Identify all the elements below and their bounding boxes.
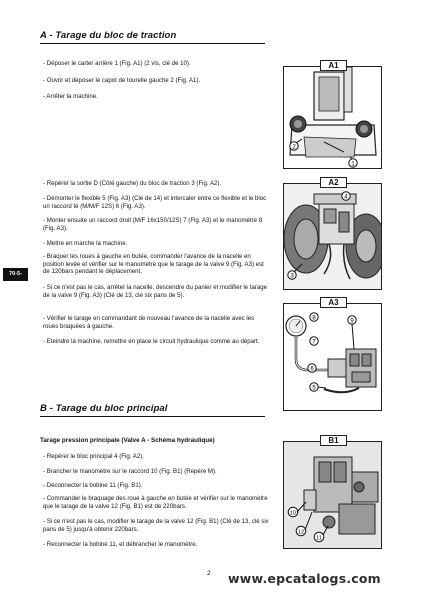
figure-a3-drawing [284, 304, 381, 410]
list-item: - Reconnecter la bobine 11, et débrancher le manomètre. [43, 541, 198, 548]
figure-a2 [283, 183, 382, 290]
callout-a1-1-label: 1 [351, 161, 355, 168]
figure-a1-label: A1 [320, 60, 347, 71]
figure-a3 [283, 303, 382, 411]
figure-a1-drawing [284, 67, 381, 168]
figure-a3-label: A3 [320, 297, 347, 308]
callout-a3-8-label: 8 [312, 315, 316, 322]
list-item: - Brancher le manomètre sur le raccord 10 (Fig. B1) (Repère M). [43, 468, 217, 475]
figure-b1-label: B1 [320, 435, 347, 446]
list-item: - Braquer les roues à gauche en butée, commander l'avance de la nacelle en position levée et vérifier sur le manomètre que le tarage de la valve 9 (Fig. A3) est de 120bars pendant le déplacement. [43, 253, 264, 276]
list-item: - Monter ensuite un raccord droit (M/F 16x150/12S) 7 (Fig. A3) et le manomètre 8 (Fig. A3). [43, 217, 263, 232]
callout-a3-9-label: 9 [350, 318, 354, 325]
figure-b1 [283, 441, 382, 549]
page-number: 2 [207, 570, 211, 577]
figure-a2-label: A2 [320, 177, 347, 188]
callout-b1-12-label: 12 [297, 529, 305, 536]
list-item: - Arrêter la machine. [43, 93, 98, 100]
list-item: - Démonter le flexible 5 (Fig. A3) (Clé de 14) et intercaler entre ce flexible et le bloc un raccord té (M/M/F 12S) 6 (Fig. A3). [43, 195, 267, 210]
list-item: - Déposer le carter arrière 1 (Fig. A1) (2 vis, clé de 10). [43, 60, 191, 67]
side-tab: 70-5-M.85 [3, 268, 28, 281]
figure-a1 [283, 66, 382, 169]
callout-a3-7-label: 7 [312, 339, 316, 346]
section-b-subheading: Tarage pression principale (Valve A - Schéma hydraulique) [40, 437, 215, 444]
section-b-title: B - Tarage du bloc principal [40, 403, 265, 417]
callout-a1-2-label: 2 [292, 144, 296, 151]
list-item: - Vérifier le tarage en commandant de nouveau l'avance de la nacelle avec les roues braquées à gauche. [43, 315, 255, 330]
list-item: - Déconnecter la bobine 11 (Fig. B1). [43, 482, 143, 489]
callout-b1-11-label: 11 [316, 535, 322, 542]
list-item: - Repérer la sortie D (Côté gauche) du bloc de traction 3 (Fig. A2). [43, 180, 222, 187]
figure-a2-drawing [284, 184, 381, 289]
callout-a3-5-label: 5 [312, 385, 316, 392]
list-item: - Mettre en marche la machine. [43, 240, 128, 247]
callout-a2-4-label: 4 [344, 194, 348, 201]
callout-a3-6-label: 6 [310, 366, 314, 373]
section-a-title: A - Tarage du bloc de traction [40, 30, 265, 44]
list-item: - Commander le braquage des roue à gauche en butée et vérifier sur le manomètre que le tarage de la valve 12 (Fig. B1) est de 220bars. [43, 495, 268, 510]
callout-a2-3-label: 3 [290, 273, 294, 280]
list-item: - Eteindre la machine, remettre en place le circuit hydraulique comme au départ. [43, 338, 260, 345]
list-item: - Repérer le bloc principal 4 (Fig. A2). [43, 453, 144, 460]
list-item: - Si ce n'est pas le cas, modifier le tarage de la valve 12 (Fig. B1) (Clé de 13, clé six pans de 5) jusqu'à obtenir 220bars. [43, 518, 269, 533]
list-item: - Si ce n'est pas le cas, arrêter la nacelle, descendre du panier et modifier le tarage de la valve 9 (Fig. A3) (Clé de 13, clé six pans de 5). [43, 284, 268, 299]
watermark: www.epcatalogs.com [228, 571, 381, 586]
callout-b1-10-label: 10 [289, 510, 297, 517]
figure-b1-drawing [284, 442, 381, 548]
list-item: - Ouvrir et déposer le capot de tourelle gauche 2 (Fig. A1). [43, 77, 201, 84]
